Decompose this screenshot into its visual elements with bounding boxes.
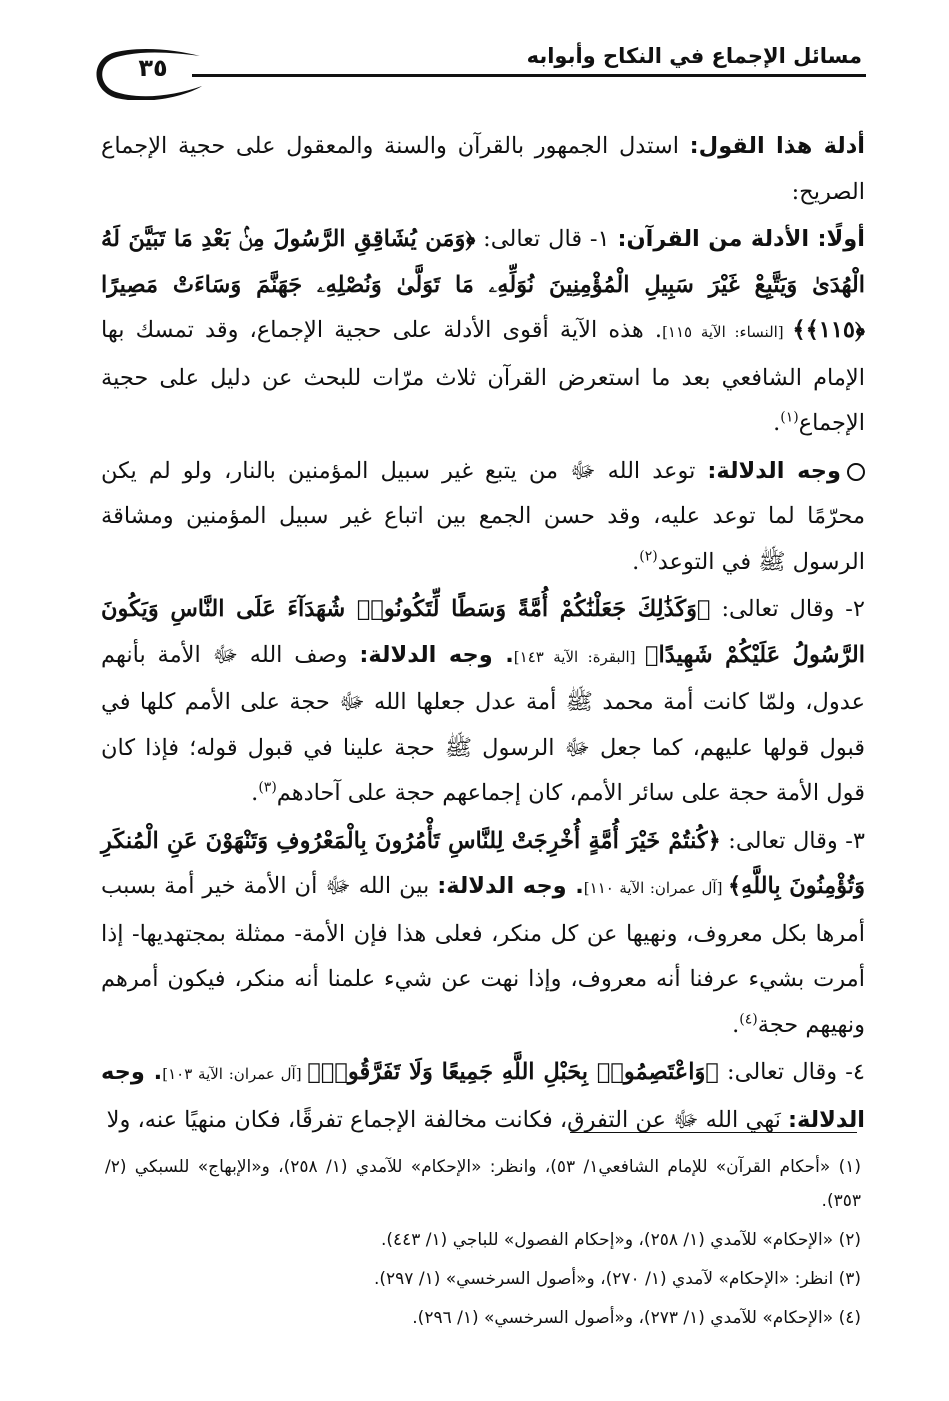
header-rule <box>192 74 866 77</box>
indication-heading: وجه الدلالة: <box>707 457 842 484</box>
verse-reference: [النساء: الآية ١١٥] <box>662 323 793 341</box>
footnote-marker: (١) <box>780 409 799 426</box>
indication-heading: . وجه الدلالة: <box>437 873 584 899</box>
indication-heading: . وجه الدلالة: <box>101 1059 865 1133</box>
quran-verse: ﴿كُنتُمْ خَيْرَ أُمَّةٍ أُخْرِجَتْ لِلنَّاسِ تَأْمُرُونَ بِالْمَعْرُوفِ وَتَنْهَوْنَ عَنِ الْمُنكَرِ وَتُؤْمِنُونَ بِاللَّهِ﴾ <box>101 827 865 899</box>
paragraph-text: ٢- وقال تعالى: <box>710 596 866 622</box>
paragraph-text: استدل الجمهور بالقرآن والسنة والمعقول على حجية الإجماع الصريح: <box>101 133 865 205</box>
indication-heading: . وجه الدلالة: <box>359 641 514 668</box>
verse-reference: [آل عمران: الآية ١١٠] <box>583 879 728 897</box>
paragraph-quran-evidence-1: أولًا: الأدلة من القرآن: ١- قال تعالى: ﴿وَمَن يُشَاقِقِ الرَّسُولَ مِنۢ بَعْدِ مَا تَبَيَّنَ لَهُ الْهُدَىٰ وَيَتَّبِعْ غَيْرَ سَبِيلِ الْمُؤْمِنِينَ نُوَلِّهِۦ مَا تَوَلَّىٰ وَنُصْلِهِۦ جَهَنَّمَ وَسَاءَتْ مَصِيرًا ﴿١١٥﴾﴾ [النساء: الآية ١١٥]. هذه الآية أقوى الأدلة على حجية الإجماع، وقد تمسك بها الإمام الشافعي بعد ما استعرض القرآن ثلاث مرّات للبحث عن دليل على حجية الإجماع$^{(١)}$. <box>101 226 866 436</box>
footnote-4: (٤) «الإحكام» للآمدي (١/ ٢٧٣)، و«أصول السرخسي» (١/ ٢٩٦). <box>412 1308 861 1328</box>
footnote-1: (١) «أحكام القرآن» للإمام الشافعي١/ ٥٣)، وانظر: «الإحكام» للآمدي (١/ ٢٥٨)، و«الإبهاج» للسبكي (٢/ ٣٥٣). <box>105 1157 861 1211</box>
quran-verse: ﴿وَكَذَٰلِكَ جَعَلْنَٰكُمْ أُمَّةً وَسَطًا لِّتَكُونُوا۟ شُهَدَآءَ عَلَى النَّاسِ وَيَكُونَ الرَّسُولُ عَلَيْكُمْ شَهِيدًا﴾ <box>101 596 865 668</box>
paragraph-indication-1: وجه الدلالة: توعد الله ﷻ من يتبع غير سبيل المؤمنين بالنار، ولو لم يكن محرّمًا لما توعد عليه، وقد حسن الجمع بين اتباع غير سبيل المؤمنين ومشاقة الرسول ﷺ في التوعد$^{(٢)}$. <box>101 457 865 575</box>
paragraph-evidence-intro <box>101 124 865 215</box>
section-heading: أدلة هذا القول: <box>689 133 866 159</box>
footnote-separator <box>570 1132 857 1133</box>
running-title: مسائل الإجماع في النكاح وأبوابه <box>526 44 862 68</box>
footnote-marker: (٤) <box>739 1011 758 1027</box>
paragraph-text: وصف الله ﷻ الأمة بأنهم عدول، ولمّا كانت أمة محمد ﷺ أمة عدل جعلها الله ﷻ حجة على الأمم كلها في قبول قولها عليهم، كما جعل ﷻ الرسول ﷺ حجة علينا في قبول قوله؛ فإذا كان قول الأمة حجة على سائر الأمم، كان إجماعهم حجة على آحادهم <box>101 641 865 806</box>
page-header <box>96 38 866 98</box>
verse-reference: [آل عمران: الآية ١٠٣] <box>162 1065 308 1083</box>
main-text <box>101 124 865 1145</box>
paragraph-text: ٣- وقال تعالى: <box>720 827 865 854</box>
paragraph-quran-evidence-4 <box>101 1050 865 1143</box>
footnote-marker: (٢) <box>639 548 658 564</box>
footnote-marker: (٣) <box>258 779 277 796</box>
paragraph-quran-evidence-3: ٣- وقال تعالى: ﴿كُنتُمْ خَيْرَ أُمَّةٍ أُخْرِجَتْ لِلنَّاسِ تَأْمُرُونَ بِالْمَعْرُوفِ وَتَنْهَوْنَ عَنِ الْمُنكَرِ وَتُؤْمِنُونَ بِاللَّهِ﴾ [آل عمران: الآية ١١٠]. وجه الدلالة: بين الله ﷻ أن الأمة خير أمة بسبب أمرها بكل معروف، ونهيها عن كل منكر، فعلى هذا فإن الأمة- ممثلة بمجتهديها- إذا أمرت بشيء عرفنا أنه معروف، وإذا نهت عن شيء علمنا أنه منكر، فيكون أمرهم ونهيهم حجة$^{(٤)}$. <box>101 827 865 1038</box>
footnote-3: (٣) انظر: «الإحكام» لآمدي (١/ ٢٧٠)، و«أصول السرخسي» (١/ ٢٩٧). <box>373 1269 861 1289</box>
quran-verse: ﴿وَاعْتَصِمُوا۟ بِحَبْلِ اللَّهِ جَمِيعًا وَلَا تَفَرَّقُوا۟﴾ <box>307 1059 719 1085</box>
page-number: ٣٥ <box>138 54 168 82</box>
bullet-ring-icon <box>847 463 865 481</box>
verse-reference: [البقرة: الآية ١٤٣] <box>513 647 645 666</box>
section-heading: أولًا: الأدلة من القرآن: <box>617 226 866 252</box>
paragraph-text: . هذه الآية أقوى الأدلة على حجية الإجماع، وقد تمسك بها الإمام الشافعي بعد ما استعرض القرآن ثلاث مرّات للبحث عن دليل على حجية الإجماع <box>101 317 865 436</box>
footnotes <box>105 1150 861 1340</box>
paragraph-text: ١- قال تعالى: <box>475 226 618 252</box>
paragraph-quran-evidence-2: ٢- وقال تعالى: ﴿وَكَذَٰلِكَ جَعَلْنَٰكُمْ أُمَّةً وَسَطًا لِّتَكُونُوا۟ شُهَدَآءَ عَلَى النَّاسِ وَيَكُونَ الرَّسُولُ عَلَيْكُمْ شَهِيدًا﴾ [البقرة: الآية ١٤٣]. وجه الدلالة: وصف الله ﷻ الأمة بأنهم عدول، ولمّا كانت أمة محمد ﷺ أمة عدل جعلها الله ﷻ حجة على الأمم كلها في قبول قولها عليهم، كما جعل ﷻ الرسول ﷺ حجة علينا في قبول قوله؛ فإذا كان قول الأمة حجة على سائر الأمم، كان إجماعهم حجة على آحادهم$^{(٣)}$. <box>101 596 866 806</box>
paragraph-text: ٤- وقال تعالى: <box>718 1059 865 1085</box>
quran-verse: ﴿وَمَن يُشَاقِقِ الرَّسُولَ مِنۢ بَعْدِ مَا تَبَيَّنَ لَهُ الْهُدَىٰ وَيَتَّبِعْ غَيْرَ سَبِيلِ الْمُؤْمِنِينَ نُوَلِّهِۦ مَا تَوَلَّىٰ وَنُصْلِهِۦ جَهَنَّمَ وَسَاءَتْ مَصِيرًا ﴿١١٥﴾﴾ <box>101 226 865 343</box>
paragraph-text: توعد الله ﷻ من يتبع غير سبيل المؤمنين بالنار، ولو لم يكن محرّمًا لما توعد عليه، وقد حسن الجمع بين اتباع غير سبيل المؤمنين ومشاقة الرسول ﷺ في التوعد <box>101 457 865 575</box>
paragraph-text: بين الله ﷻ أن الأمة خير أمة بسبب أمرها بكل معروف، ونهيها عن كل منكر، فعلى هذا فإن الأمة- ممثلة بمجتهديها- إذا أمرت بشيء عرفنا أنه معروف، وإذا نهت عن شيء علمنا أنه منكر، فيكون أمرهم ونهيهم حجة <box>101 873 865 1038</box>
paragraph-text: نَهي الله ﷻ عن التفرق، فكانت مخالفة الإجماع تفرقًا، فكان منهيًا عنه، ولا <box>106 1106 788 1133</box>
footnote-2: (٢) «الإحكام» للآمدي (١/ ٢٥٨)، و«إحكام الفصول» للباجي (١/ ٤٤٣). <box>380 1230 861 1250</box>
